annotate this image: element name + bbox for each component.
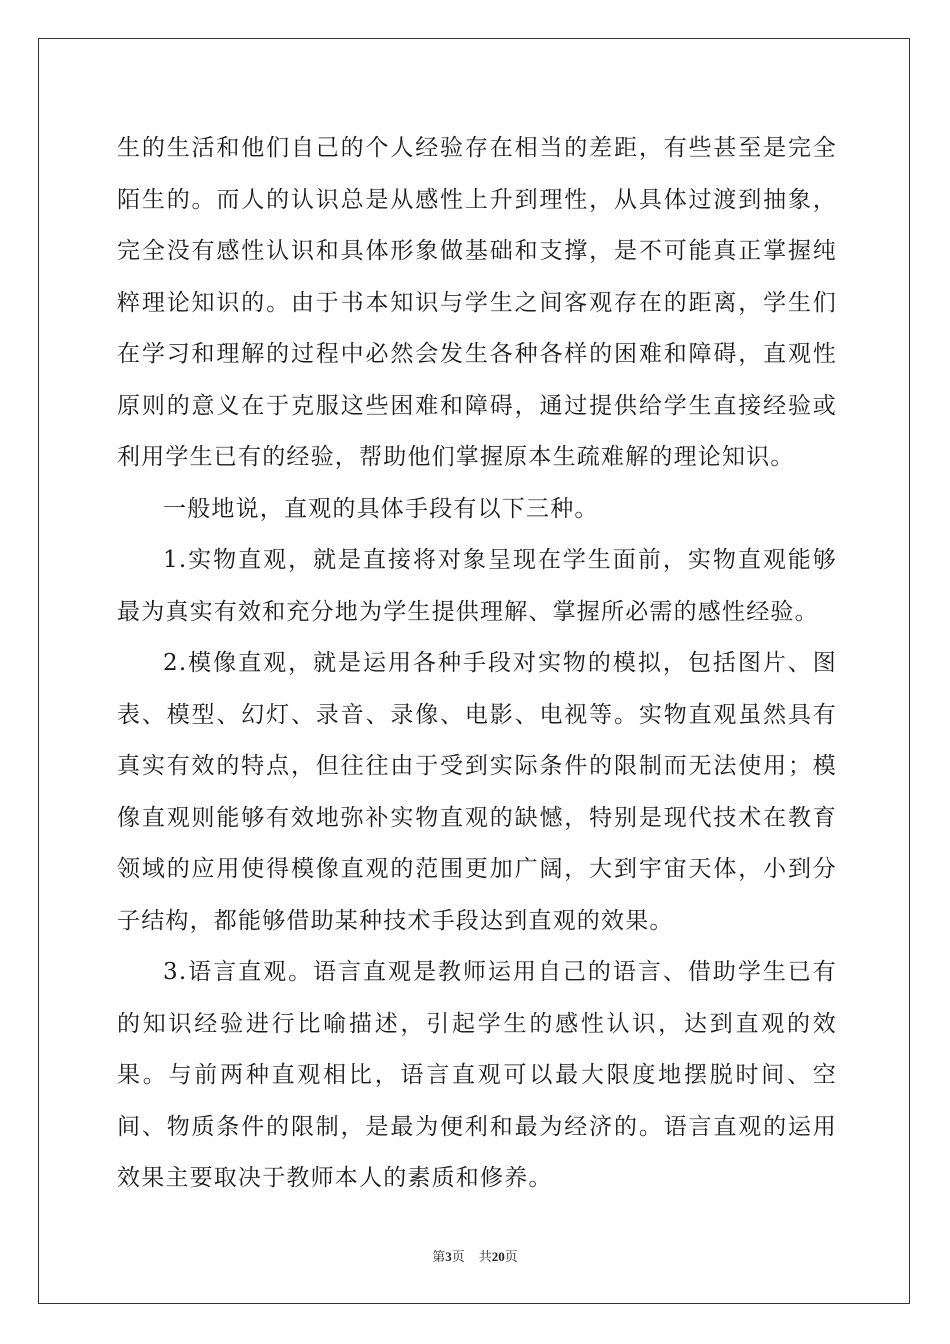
paragraph-5: 3.语言直观。语言直观是教师运用自己的语言、借助学生已有的知识经验进行比喻描述，引起学生的感性认识，达到直观的效果。与前两种直观相比，语言直观可以最大限度地摆脱时间、空间、物质条件的限制，是最为便利和最为经济的。语言直观的运用效果主要取决于教师本人的素质和修养。: [117, 959, 837, 1191]
document-body: [117, 123, 837, 1205]
page-footer: [0, 1246, 950, 1265]
paragraph-3: 1.实物直观，就是直接将对象呈现在学生面前，实物直观能够最为真实有效和充分地为学生提供理解、掌握所必需的感性经验。: [117, 547, 837, 625]
paragraph-4: 2.模像直观，就是运用各种手段对实物的模拟，包括图片、图表、模型、幻灯、录音、录像、电影、电视等。实物直观虽然具有真实有效的特点，但往往由于受到实际条件的限制而无法使用；模像直观则能够有效地弥补实物直观的缺憾，特别是现代技术在教育领域的应用使得模像直观的范围更加广阔，大到宇宙天体，小到分子结构，都能够借助某种技术手段达到直观的效果。: [117, 650, 837, 934]
paragraph-1: 生的生活和他们自己的个人经验存在相当的差距，有些甚至是完全陌生的。而人的认识总是从感性上升到理性，从具体过渡到抽象，完全没有感性认识和具体形象做基础和支撑，是不可能真正掌握纯粹理论知识的。由于书本知识与学生之间客观存在的距离，学生们在学习和理解的过程中必然会发生各种各样的困难和障碍，直观性原则的意义在于克服这些困难和障碍，通过提供给学生直接经验或利用学生已有的经验，帮助他们掌握原本生疏难解的理论知识。: [117, 135, 837, 470]
paragraph-2: 一般地说，直观的具体手段有以下三种。: [163, 495, 599, 522]
page-number-label: 第3页: [432, 1249, 465, 1264]
total-pages-label: 共20页: [478, 1249, 518, 1264]
